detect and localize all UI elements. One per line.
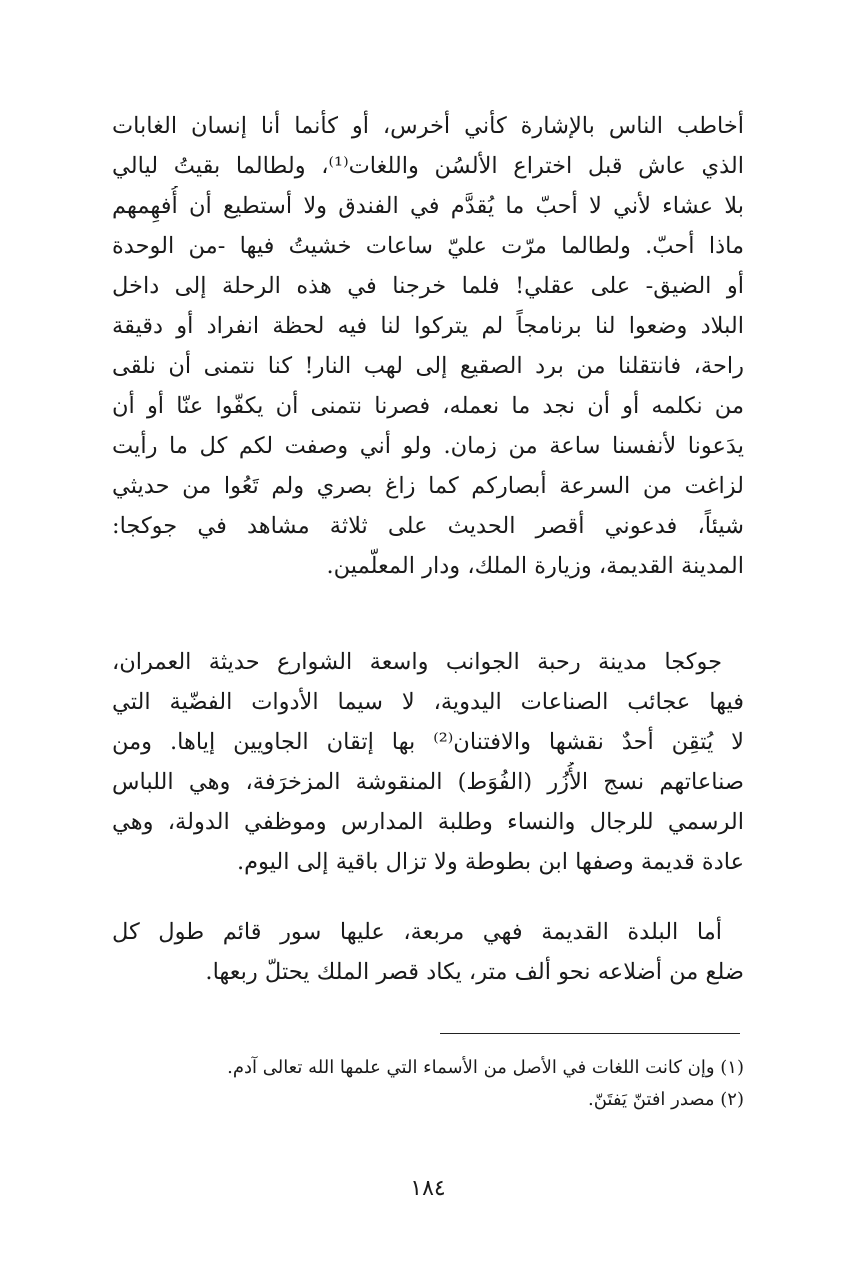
footnotes: [112, 1052, 744, 1116]
footnote-2: (٢) مصدر افتنّ يَفتَنّ.: [588, 1089, 744, 1110]
footnote-separator: [440, 1033, 740, 1034]
text-line: بلا عشاء لأني لا أحبّ ما يُقدَّم في الفندق ولا أستطيع أن أُفهِمهم: [112, 193, 744, 219]
text-line: يدَعونا لأنفسنا ساعة من زمان. ولو أني وصفت لكم كل ما رأيت: [112, 433, 744, 459]
text-line: راحة، فانتقلنا من برد الصقيع إلى لهب النار! كنا نتمنى أن نلقى: [112, 353, 744, 379]
text-line: أما البلدة القديمة فهي مربعة، عليها سور قائم طول كل: [112, 919, 722, 945]
text-line: الرسمي للرجال والنساء وطلبة المدارس وموظفي الدولة، وهي: [112, 809, 744, 835]
text-line: عادة قديمة وصفها ابن بطوطة ولا تزال باقية إلى اليوم.: [236, 849, 744, 875]
text-line: من نكلمه أو أن نجد ما نعمله، فصرنا نتمنى أن يكفّوا عنّا أو أن: [112, 393, 744, 419]
text-line: شيئاً، فدعوني أقصر الحديث على ثلاثة مشاهد في جوكجا:: [112, 513, 744, 539]
text-line: صناعاتهم نسج الأُزُر (الفُوَط) المنقوشة المزخرَفة، وهي اللباس: [112, 769, 744, 795]
text-line: أو الضيق- على عقلي! فلما خرجنا في هذه الرحلة إلى داخل: [112, 273, 744, 299]
text-line: ضلع من أضلاعه نحو ألف متر، يكاد قصر الملك يحتلّ ربعها.: [205, 959, 744, 985]
text-line: فيها عجائب الصناعات اليدوية، لا سيما الأدوات الفضّية التي: [112, 689, 744, 715]
paragraph-3: [112, 912, 744, 992]
page-number: ١٨٤: [410, 1176, 446, 1201]
text-line: ماذا أحبّ. ولطالما مرّت عليّ ساعات خشيتُ فيها -من الوحدة: [112, 233, 744, 259]
text-line: لزاغت من السرعة أبصاركم كما زاغ بصري ولم تَعُوا من حديثي: [112, 473, 744, 499]
paragraph-1: [112, 106, 744, 586]
footnote-1: (١) وإن كانت اللغات في الأصل من الأسماء التي علمها الله تعالى آدم.: [227, 1057, 744, 1078]
text-line: المدينة القديمة، وزيارة الملك، ودار المعلّمين.: [326, 553, 744, 579]
text-line: أخاطب الناس بالإشارة كأني أخرس، أو كأنما أنا إنسان الغابات: [112, 113, 744, 139]
text-line: البلاد وضعوا لنا برنامجاً لم يتركوا لنا فيه لحظة انفراد أو دقيقة: [112, 313, 744, 339]
text-line: الذي عاش قبل اختراع الألسُن واللغات⁽¹⁾، ولطالما بقيتُ ليالي: [112, 153, 744, 179]
paragraph-2: [112, 642, 744, 882]
text-line: جوكجا مدينة رحبة الجوانب واسعة الشوارع حديثة العمران،: [112, 649, 722, 675]
text-line: لا يُتقِن أحدٌ نقشها والافتنان⁽²⁾ بها إتقان الجاويين إياها. ومن: [112, 729, 744, 755]
